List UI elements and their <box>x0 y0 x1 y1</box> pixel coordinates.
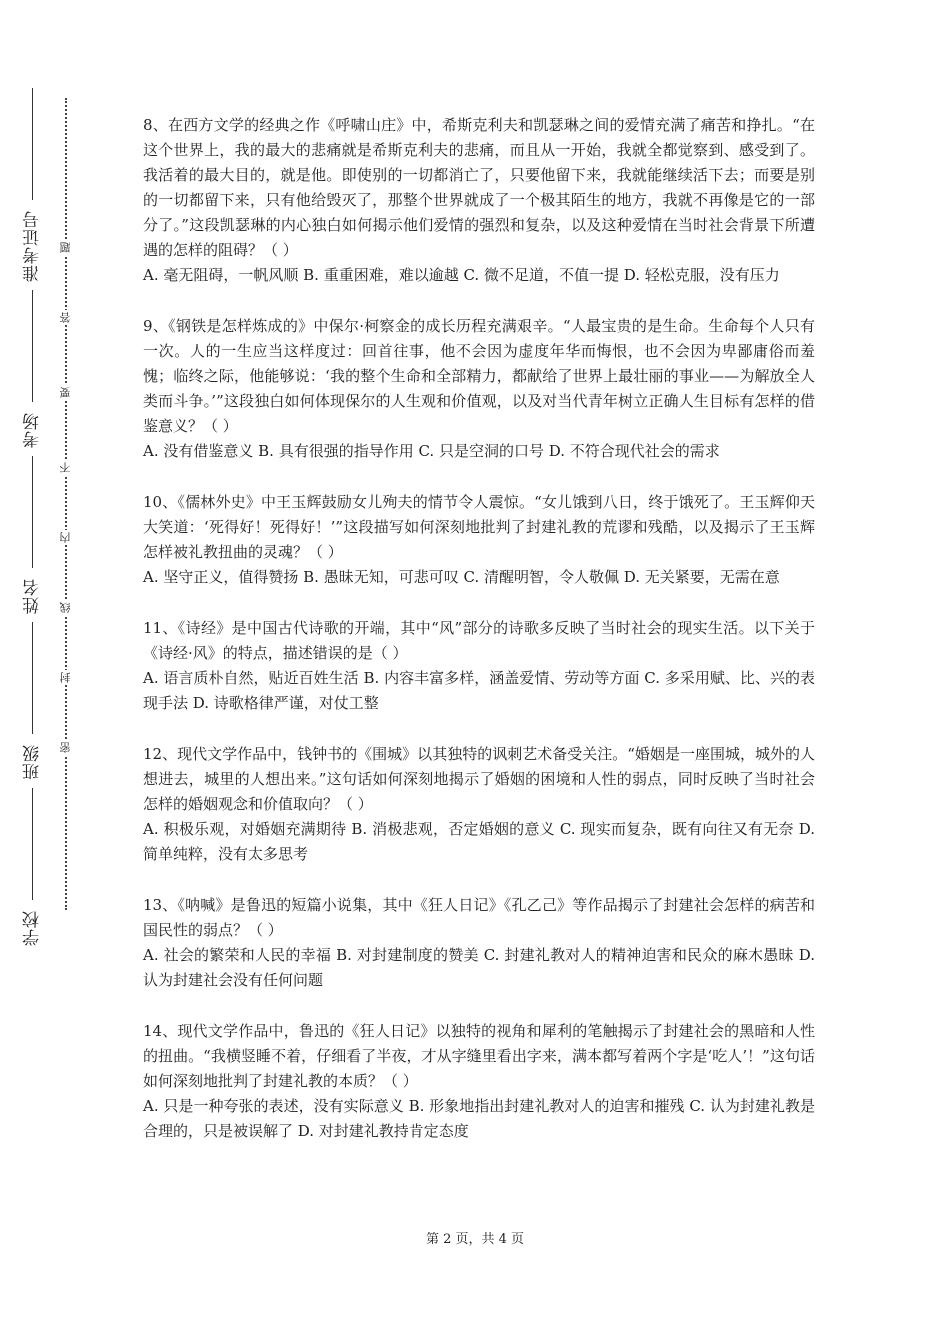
field-blank-name[interactable] <box>33 456 34 568</box>
student-info-fields <box>22 80 44 946</box>
field-label-ticket-number: 准考证号 <box>23 210 43 282</box>
seal-char: 密 <box>56 740 76 755</box>
question-options: A. 语言质朴自然，贴近百姓生活 B. 内容丰富多样，涵盖爱情、劳动等方面 C. 多采用赋、比、兴的表现手法 D. 诗歌格律严谨，对仗工整 <box>143 669 815 712</box>
dotted-seal-line <box>65 98 67 910</box>
question-9 <box>143 314 815 464</box>
question-stem: 14、现代文学作品中，鲁迅的《狂人日记》以独特的视角和犀利的笔触揭示了封建社会的黑暗和人性的扭曲。“我横竖睡不着，仔细看了半夜，才从字缝里看出字来，满本都写着两个字是‘吃人’！”这句话如何深刻地批判了封建礼教的本质？（ ） <box>143 1022 815 1090</box>
question-8 <box>143 113 815 288</box>
field-label-class: 班级 <box>23 744 43 780</box>
question-options: A. 毫无阻碍，一帆风顺 B. 重重困难，难以逾越 C. 微不足道，不值一提 D. 轻松克服，没有压力 <box>143 266 780 284</box>
question-12 <box>143 742 815 867</box>
field-blank-school[interactable] <box>33 788 34 900</box>
field-blank-class[interactable] <box>33 622 34 734</box>
question-11 <box>143 616 815 716</box>
field-label-exam-room: 考场 <box>23 412 43 448</box>
question-14 <box>143 1019 815 1144</box>
question-10 <box>143 490 815 590</box>
seal-char: 答 <box>56 310 76 325</box>
question-stem: 11、《诗经》是中国古代诗歌的开端，其中“风”部分的诗歌多反映了当时社会的现实生活。以下关于《诗经·风》的特点，描述错误的是（ ） <box>143 619 815 662</box>
field-label-school: 学校 <box>23 910 43 946</box>
question-list <box>143 113 815 1170</box>
question-stem: 12、现代文学作品中，钱钟书的《围城》以其独特的讽刺艺术备受关注。“婚姻是一座围城，城外的人想进去，城里的人想出来。”这句话如何深刻地揭示了婚姻的困境和人性的弱点，同时反映了当时社会怎样的婚姻观念和价值取向？（ ） <box>143 745 815 813</box>
field-blank-exam-room[interactable] <box>33 290 34 402</box>
question-13 <box>143 893 815 993</box>
question-options: A. 社会的繁荣和人民的幸福 B. 对封建制度的赞美 C. 封建礼教对人的精神迫害和民众的麻木愚昧 D. 认为封建社会没有任何问题 <box>143 946 815 989</box>
question-stem: 8、在西方文学的经典之作《呼啸山庄》中，希斯克利夫和凯瑟琳之间的爱情充满了痛苦和挣扎。“在这个世界上，我的最大的悲痛就是希斯克利夫的悲痛，而且从一开始，我就全都觉察到、感受到了。我活着的最大目的，就是他。即使别的一切都消亡了，只要他留下来，我就能继续活下去；而要是别的一切都留下来，只有他给毁灭了，那整个世界就成了一个极其陌生的地方，我就不再像是它的一部分了。”这段凯瑟琳的内心独白如何揭示他们爱情的强烈和复杂，以及这种爱情在当时社会背景下所遭遇的怎样的阻碍？（ ） <box>143 116 815 259</box>
question-options: A. 没有借鉴意义 B. 具有很强的指导作用 C. 只是空洞的口号 D. 不符合现代社会的需求 <box>143 442 720 460</box>
question-stem: 10、《儒林外史》中王玉辉鼓励女儿殉夫的情节令人震惊。“女儿饿到八日，终于饿死了。王玉辉仰天大笑道：‘死得好！死得好！’”这段描写如何深刻地批判了封建礼教的荒谬和残酷，以及揭示了王玉辉怎样被礼教扭曲的灵魂？（ ） <box>143 493 815 561</box>
question-stem: 13、《呐喊》是鲁迅的短篇小说集，其中《狂人日记》《孔乙己》等作品揭示了封建社会怎样的病苦和国民性的弱点？（ ） <box>143 896 815 939</box>
page-number: 第 2 页，共 4 页 <box>425 1232 525 1247</box>
seal-char: 内 <box>56 530 76 545</box>
field-blank-ticket-number[interactable] <box>33 88 34 200</box>
question-options: A. 坚守正义，值得赞扬 B. 愚昧无知，可悲可叹 C. 清醒明智，令人敬佩 D. 无关紧要，无需在意 <box>143 568 780 586</box>
question-options: A. 积极乐观，对婚姻充满期待 B. 消极悲观，否定婚姻的意义 C. 现实而复杂，既有向往又有无奈 D. 简单纯粹，没有太多思考 <box>143 820 815 863</box>
question-stem: 9、《钢铁是怎样炼成的》中保尔·柯察金的成长历程充满艰辛。“人最宝贵的是生命。生命每个人只有一次。人的一生应当这样度过：回首往事，他不会因为虚度年华而悔恨，也不会因为卑鄙庸俗而羞愧；临终之际，他能够说：‘我的整个生命和全部精力，都献给了世界上最壮丽的事业——为解放全人类而斗争。’”这段独白如何体现保尔的人生观和价值观，以及对当代青年树立正确人生目标有怎样的借鉴意义？（ ） <box>143 317 815 435</box>
binding-margin <box>0 0 120 1344</box>
seal-char: 要 <box>56 385 76 400</box>
seal-char: 封 <box>56 670 76 685</box>
seal-char: 题 <box>56 240 76 255</box>
seal-line-column <box>56 98 76 910</box>
seal-char: 线 <box>56 600 76 615</box>
question-options: A. 只是一种夸张的表述，没有实际意义 B. 形象地指出封建礼教对人的迫害和摧残 C. 认为封建礼教是合理的，只是被误解了 D. 对封建礼教持肯定态度 <box>143 1097 815 1140</box>
field-label-name: 姓名 <box>23 578 43 614</box>
seal-char: 不 <box>56 460 76 475</box>
